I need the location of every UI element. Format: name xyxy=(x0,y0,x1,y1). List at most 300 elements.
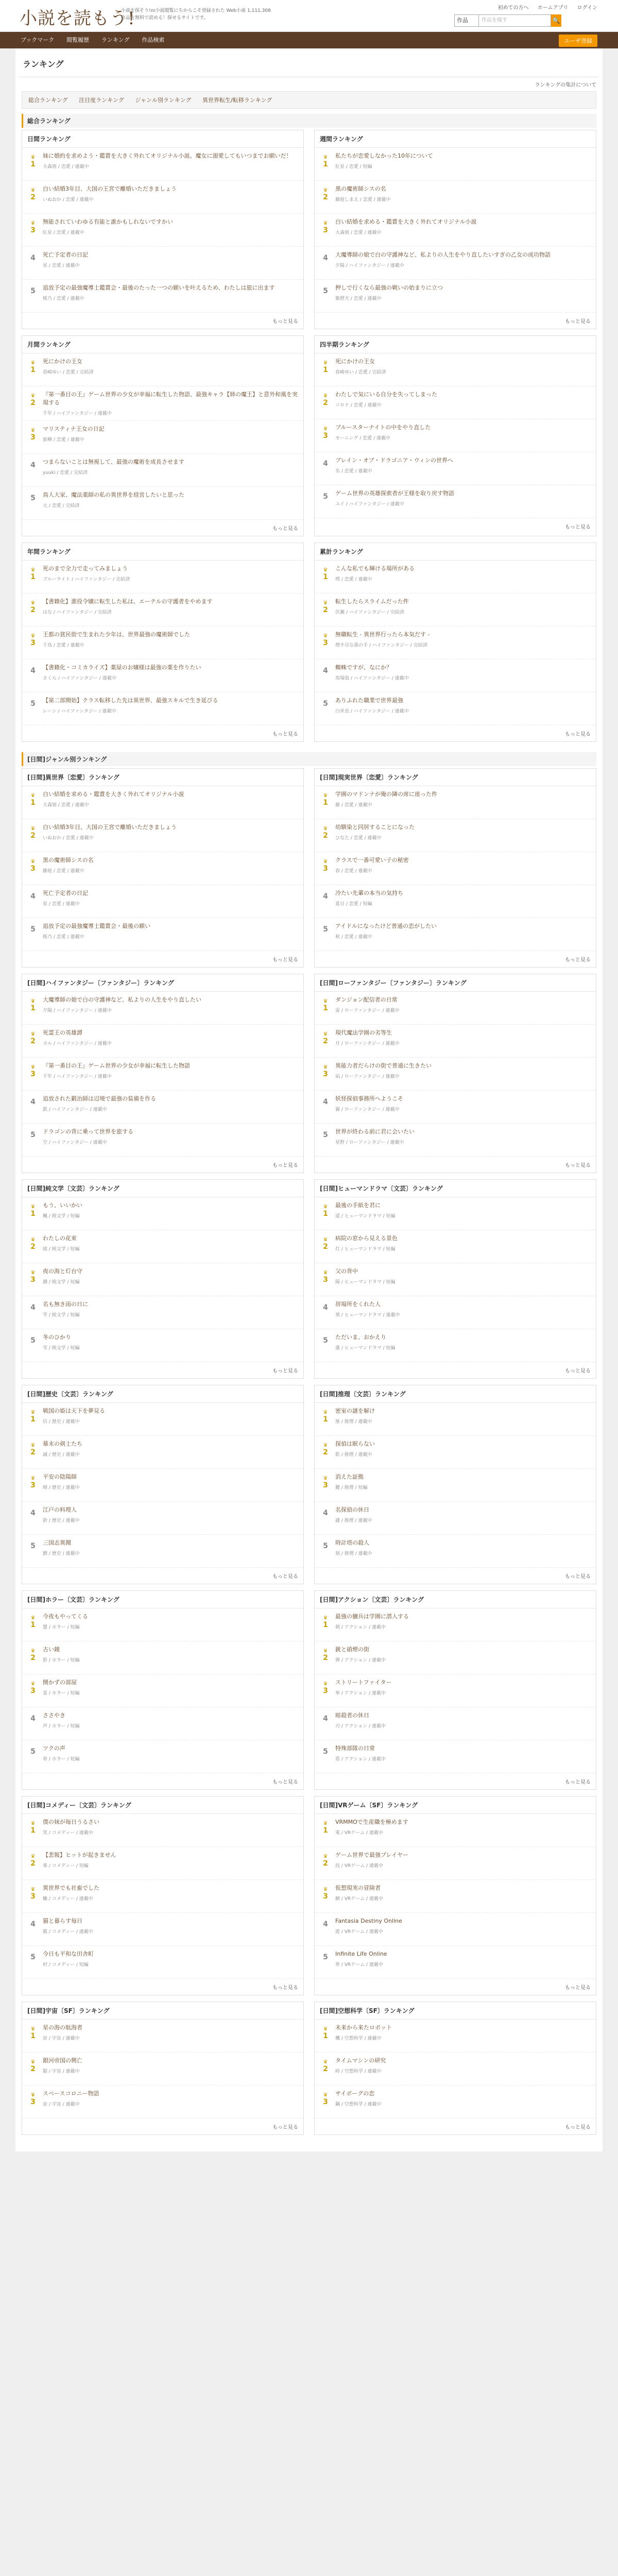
novel-title-link[interactable]: ささやき xyxy=(43,1712,65,1719)
ranking-item xyxy=(22,1263,303,1296)
about-ranking-link[interactable]: ランキングの集計について xyxy=(535,82,596,88)
ranking-item xyxy=(22,1946,303,1979)
novel-title-link[interactable]: ドラゴンの背に乗って世界を旅する xyxy=(43,1128,133,1135)
crown-icon: ♛ xyxy=(323,155,328,160)
ranking-item xyxy=(22,386,303,421)
more-link[interactable]: もっと見る xyxy=(565,1780,591,1785)
more-link[interactable]: もっと見る xyxy=(565,1368,591,1374)
rank-number: ♛ 1 xyxy=(319,2024,332,2048)
novel-meta: 楽 / コメディー / 短編 xyxy=(43,1863,89,1869)
rank-number: ♛ 1 xyxy=(319,996,332,1020)
ranking-item xyxy=(22,1814,303,1847)
novel-title-link[interactable]: 現代魔法学園の劣等生 xyxy=(335,1029,392,1036)
crown-icon: ♛ xyxy=(323,633,328,639)
rank-number: ♛ 2 xyxy=(319,1646,332,1670)
novel-title-link[interactable]: 銀河帝国の興亡 xyxy=(43,2057,82,2064)
novel-title-link[interactable]: VRMMOで生産職を極めます xyxy=(335,1819,408,1825)
novel-title-link[interactable]: 開かずの部屋 xyxy=(43,1679,77,1686)
novel-meta: 笑 / コメディー / 連載中 xyxy=(43,1831,93,1836)
novel-title-link[interactable]: わたしの花束 xyxy=(43,1235,77,1242)
ranking-item xyxy=(22,2053,303,2086)
ranking-box xyxy=(314,130,596,329)
ranking-box xyxy=(314,1590,596,1790)
rank-number: ♛ 1 xyxy=(319,1201,332,1226)
novel-title-link[interactable]: Fantasia Destiny Online xyxy=(335,1918,402,1924)
novel-meta: 蓮 / ヒューマンドラマ / 短編 xyxy=(335,1346,396,1351)
novel-meta: ヨル / ハイファンタジー / 連載中 xyxy=(43,1041,112,1046)
crown-icon: ♛ xyxy=(323,360,328,366)
novel-title-link[interactable]: 【悲報】ヒットが起きません xyxy=(43,1852,116,1858)
rank-number: 4 xyxy=(30,1715,36,1723)
rank-number: ♛ 1 xyxy=(26,1201,40,1226)
rank-number: ♛ 3 xyxy=(26,1062,40,1086)
ranking-box-title: [日間]純文学〔文芸〕ランキング xyxy=(22,1180,303,1197)
ranking-item xyxy=(22,214,303,247)
search-input[interactable]: 作品を探す xyxy=(479,14,551,27)
rank-number: 4 xyxy=(30,1920,36,1928)
more-link[interactable]: もっと見る xyxy=(565,2125,591,2130)
novel-title-link[interactable]: 『第一番目の王』ゲーム世界の少女が幸福に転生した物語 xyxy=(43,1062,190,1069)
novel-title-link[interactable]: 死亡予定者の日記 xyxy=(43,251,88,258)
novel-title-link[interactable]: 妹に婚約を求めよう・鑑賞を大きく外れてオリジナル小説。魔女に溺愛してもいつまでお願いだ！ xyxy=(43,152,292,159)
crown-icon: ♛ xyxy=(323,2092,328,2098)
ranking-item xyxy=(22,852,303,885)
novel-title-link[interactable]: スペースコロニー物語 xyxy=(43,2090,99,2097)
novel-meta: 宙 / 宇宙 / 連載中 xyxy=(43,2102,80,2107)
ranking-item xyxy=(315,1641,596,1674)
novel-title-link[interactable]: ダンジョン配信者の日常 xyxy=(335,996,398,1003)
novel-meta: 紅星 / 恋愛 / 短編 xyxy=(335,164,372,170)
ranking-item xyxy=(22,148,303,181)
novel-meta: 鍵 / 推理 / 短編 xyxy=(335,1485,368,1490)
novel-meta: 雪 / 純文学 / 短編 xyxy=(43,1346,80,1351)
novel-title-link[interactable]: 密室の謎を解け xyxy=(335,1408,375,1414)
ranking-box-title: [日間]ローファンタジー〔ファンタジー〕ランキング xyxy=(315,974,596,992)
section-heading: 総合ランキング xyxy=(22,114,596,128)
rank-number: ♛ 3 xyxy=(26,1679,40,1703)
novel-meta: 弾 / アクション / 連載中 xyxy=(335,1658,386,1663)
ranking-item xyxy=(315,885,596,918)
novel-meta: 紫燈天 / 恋愛 / 連載中 xyxy=(335,296,382,301)
novel-title-link[interactable]: 仮想現実の冒険者 xyxy=(335,1885,381,1891)
ranking-item xyxy=(22,594,303,626)
ranking-box xyxy=(22,543,304,742)
novel-meta: 鈴 / 歴史 / 連載中 xyxy=(43,1518,80,1523)
novel-title-link[interactable]: 『第一番目の王』ゲーム世界の少女が幸福に転生した物語、最強キャラ【姉の魔王】と意外和風を実現する xyxy=(43,391,298,406)
more-link[interactable]: もっと見る xyxy=(272,1163,298,1168)
novel-title-link[interactable]: アイドルになったけど普通の恋がしたい xyxy=(335,923,437,929)
ranking-box-title: [日間]現実世界〔恋愛〕ランキング xyxy=(315,769,596,786)
novel-meta: 劉 / 歴史 / 連載中 xyxy=(43,1551,80,1556)
novel-title-link[interactable]: 異能力者だらけの街で普通に生きたい xyxy=(335,1062,432,1069)
novel-title-link[interactable]: 最後の手紙を君に xyxy=(335,1202,381,1209)
novel-meta: 綾 / 純文学 / 短編 xyxy=(43,1247,80,1252)
novel-title-link[interactable]: マリスティナ王女の日記 xyxy=(43,426,105,432)
novel-meta: 大森朋 / 恋愛 / 連載中 xyxy=(43,803,89,808)
novel-title-link[interactable]: 特殊部隊の日常 xyxy=(335,1745,375,1752)
novel-title-link[interactable]: 消えた証拠 xyxy=(335,1473,364,1480)
more-link[interactable]: もっと見る xyxy=(272,1574,298,1580)
novel-title-link[interactable]: 平安の陰陽師 xyxy=(43,1473,77,1480)
more-link[interactable]: もっと見る xyxy=(565,1985,591,1991)
rank-number: ♛ 3 xyxy=(26,1267,40,1292)
rank-number: 5 xyxy=(30,287,36,295)
novel-title-link[interactable]: 死にかけの王女 xyxy=(43,358,82,365)
novel-title-link[interactable]: 古い鏡 xyxy=(43,1646,60,1653)
rank-number: ♛ 2 xyxy=(26,185,40,209)
novel-title-link[interactable]: 居場所をくれた人 xyxy=(335,1301,381,1308)
novel-title-link[interactable]: 今日も平和な田舎町 xyxy=(43,1951,94,1957)
novel-meta: 月 / ローファンタジー / 連載中 xyxy=(335,1041,400,1046)
subnav-overall[interactable]: 総合ランキング xyxy=(28,97,68,104)
rank-number: ♛ 1 xyxy=(26,358,40,382)
ranking-item xyxy=(315,692,596,725)
novel-title-link[interactable]: 星の海の航海者 xyxy=(43,2024,82,2031)
ranking-item xyxy=(315,1329,596,1362)
subnav-isekai[interactable]: 異世界転生/転移ランキング xyxy=(202,97,272,104)
novel-meta: 影 / ホラー / 短編 xyxy=(43,1658,80,1663)
novel-title-link[interactable]: サイボーグの恋 xyxy=(335,2090,375,2097)
novel-title-link[interactable]: 王都の貧民街で生まれた少年は、世界最強の魔術師でした xyxy=(43,631,190,638)
crown-icon: ♛ xyxy=(30,1648,36,1654)
novel-title-link[interactable]: 名も無き雨の日に xyxy=(43,1301,88,1308)
global-nav xyxy=(0,32,618,48)
novel-title-link[interactable]: Infinite Life Online xyxy=(335,1951,387,1957)
ranking-box xyxy=(22,1796,304,1995)
novel-meta: 雷 / ローファンタジー / 連載中 xyxy=(335,1008,400,1013)
rank-number: ♛ 3 xyxy=(26,218,40,242)
rank-number: 5 xyxy=(323,287,328,295)
ranking-item xyxy=(22,487,303,520)
novel-title-link[interactable]: 今夜もやってくる xyxy=(43,1613,88,1620)
ranking-item xyxy=(315,2053,596,2086)
novel-title-link[interactable]: 冷たい先輩の本当の気持ち xyxy=(335,890,403,896)
novel-meta: コロナ / 恋愛 / 連載中 xyxy=(335,403,382,408)
novel-title-link[interactable]: もう、いいかい xyxy=(43,1202,82,1209)
ranking-item xyxy=(22,1436,303,1469)
rank-number: ♛ 3 xyxy=(319,218,332,242)
novel-title-link[interactable]: 転生したらスライムだった件 xyxy=(335,598,409,605)
ranking-box-title: [日間]アクション〔文芸〕ランキング xyxy=(315,1591,596,1608)
novel-title-link[interactable]: 学園のマドンナが俺の隣の席に座った件 xyxy=(335,791,437,798)
novel-title-link[interactable]: わたしで気にいる自分を失ってしまった xyxy=(335,391,437,398)
ranking-item xyxy=(22,1502,303,1535)
ranking-box-title: [日間]ハイファンタジー〔ファンタジー〕ランキング xyxy=(22,974,303,992)
rank-number: ♛ 1 xyxy=(26,565,40,589)
crown-icon: ♛ xyxy=(323,1237,328,1243)
novel-title-link[interactable]: 無職転生 - 異世界行ったら本気だす - xyxy=(335,631,430,638)
crown-icon: ♛ xyxy=(323,1648,328,1654)
register-button[interactable]: ユーザ登録 xyxy=(559,35,597,47)
novel-title-link[interactable]: 妖怪探偵事務所へようこそ xyxy=(335,1095,403,1102)
ranking-item xyxy=(22,819,303,852)
novel-title-link[interactable]: 大魔導師の娘で白の守護神など、私よりの人生をやり直したいすぎの乙女の成功物語 xyxy=(335,251,551,258)
novel-title-link[interactable]: 最強の傭兵は学園に潜入する xyxy=(335,1613,409,1620)
ranking-item xyxy=(22,1091,303,1124)
site-header xyxy=(0,0,618,32)
more-link[interactable]: もっと見る xyxy=(272,319,298,325)
crown-icon: ♛ xyxy=(30,1237,36,1243)
novel-title-link[interactable]: 【書籍化・コミカライズ】薬屋のお嬢様は最強の薬を作りたい xyxy=(43,664,201,671)
novel-title-link[interactable]: 世界が終わる前に君に会いたい xyxy=(335,1128,415,1135)
novel-meta: 千年 / ハイファンタジー / 連載中 xyxy=(43,411,112,416)
crown-icon: ♛ xyxy=(323,1615,328,1621)
rank-number: 4 xyxy=(30,667,36,675)
novel-title-link[interactable]: 大魔導師の娘で白の守護神など、私よりの人生をやり直したい xyxy=(43,996,201,1003)
ranking-item xyxy=(22,2020,303,2053)
nav-ranking[interactable]: ランキング xyxy=(101,37,130,43)
ranking-box-title: 週間ランキング xyxy=(315,130,596,148)
ranking-item xyxy=(22,626,303,659)
rank-number: ♛ 3 xyxy=(319,423,332,448)
novel-title-link[interactable]: 探偵は眠らない xyxy=(335,1440,375,1447)
novel-title-link[interactable]: ストリートファイター xyxy=(335,1679,392,1686)
ranking-item xyxy=(315,1535,596,1568)
novel-title-link[interactable]: 父の背中 xyxy=(335,1268,358,1275)
novel-title-link[interactable]: 幕末の剣士たち xyxy=(43,1440,82,1447)
ranking-item xyxy=(22,1329,303,1362)
rank-number: ♛ 2 xyxy=(319,1234,332,1259)
ranking-item xyxy=(315,852,596,885)
rank-number: 5 xyxy=(30,1131,36,1139)
novel-title-link[interactable]: 未来から来たロボット xyxy=(335,2024,392,2031)
crown-icon: ♛ xyxy=(323,998,328,1004)
novel-title-link[interactable]: 銃と硝煙の街 xyxy=(335,1646,369,1653)
novel-meta: 夏目 / 恋愛 / 短編 xyxy=(335,902,372,907)
novel-title-link[interactable]: 名探偵の休日 xyxy=(335,1506,369,1513)
novel-meta: 陽 / ヒューマンドラマ / 短編 xyxy=(335,1280,396,1285)
ranking-box-title: [日間]VRゲーム〔SF〕ランキング xyxy=(315,1797,596,1814)
crown-icon: ♛ xyxy=(30,188,36,193)
ranking-item xyxy=(22,1674,303,1707)
ranking-item xyxy=(22,247,303,280)
novel-title-link[interactable]: こんな私でも輝ける場所がある xyxy=(335,565,415,572)
ranking-item xyxy=(22,1469,303,1502)
rank-number: ♛ 1 xyxy=(319,358,332,382)
novel-title-link[interactable]: 黒の魔術師シスの名 xyxy=(43,857,94,863)
crown-icon: ♛ xyxy=(30,1443,36,1448)
novel-title-link[interactable]: 江戸の料理人 xyxy=(43,1506,77,1513)
novel-title-link[interactable]: 暗殺者の休日 xyxy=(335,1712,369,1719)
rank-number: ♛ 1 xyxy=(319,1818,332,1842)
novel-meta: 雫 / 純文学 / 短編 xyxy=(43,1313,80,1318)
novel-title-link[interactable]: ブレイン・オブ・ドラゴニア・ウィンの世界へ xyxy=(335,457,454,464)
novel-meta: 楓 / 純文学 / 短編 xyxy=(43,1214,80,1219)
novel-title-link[interactable]: 僕の妹が毎日うるさい xyxy=(43,1819,99,1825)
crown-icon: ♛ xyxy=(30,2092,36,2098)
more-link[interactable]: もっと見る xyxy=(565,732,591,737)
ranking-item xyxy=(315,1263,596,1296)
novel-title-link[interactable]: 私たちが恋愛しなかった10年について xyxy=(335,152,433,159)
novel-title-link[interactable]: 猫と暮らす毎日 xyxy=(43,1918,82,1924)
ranking-item xyxy=(315,1296,596,1329)
toplink-beginner[interactable]: 初めての方へ xyxy=(497,5,529,11)
novel-meta: 信 / 歴史 / 連載中 xyxy=(43,1419,80,1425)
rank-number: ♛ 1 xyxy=(26,1407,40,1431)
novel-title-link[interactable]: クラスで一番可愛い子の秘密 xyxy=(335,857,409,863)
rank-number: 4 xyxy=(30,1303,36,1312)
rank-number: 5 xyxy=(30,1542,36,1550)
novel-meta: 藤庭 / 恋愛 / 連載中 xyxy=(43,869,84,874)
nav-history[interactable]: 閲覧履歴 xyxy=(66,37,90,43)
novel-title-link[interactable]: 三国志異聞 xyxy=(43,1539,71,1546)
crown-icon: ♛ xyxy=(30,793,36,799)
novel-title-link[interactable]: 追放予定の最強魔導士鑑賞会・最後の願い xyxy=(43,923,150,929)
novel-meta: 凪 / ローファンタジー / 連載中 xyxy=(335,1074,400,1079)
ranking-item xyxy=(22,692,303,725)
ranking-item xyxy=(315,561,596,594)
section-heading: [日間]ジャンル別ランキング xyxy=(22,752,596,766)
novel-title-link[interactable]: つまらないことは無視して、最強の魔術を成長させます xyxy=(43,459,184,465)
ranking-item xyxy=(315,1403,596,1436)
novel-title-link[interactable]: 異世界でも社畜でした xyxy=(43,1885,99,1891)
novel-title-link[interactable]: 死のまで全力で走ってみましょう xyxy=(43,565,128,572)
novel-title-link[interactable]: 白い結婚を求める・鑑賞を大きく外れてオリジナル小説 xyxy=(335,218,477,225)
novel-title-link[interactable]: ツクの声 xyxy=(43,1745,65,1752)
ranking-item xyxy=(315,1124,596,1157)
ranking-item xyxy=(22,561,303,594)
rank-number: ♛ 1 xyxy=(319,790,332,815)
more-link[interactable]: もっと見る xyxy=(272,2125,298,2130)
search-select[interactable]: 作品 xyxy=(454,14,479,27)
crown-icon: ♛ xyxy=(323,426,328,432)
ranking-box-title: [日間]歴史〔文芸〕ランキング xyxy=(22,1385,303,1403)
novel-meta: 界 / VRゲーム / 連載中 xyxy=(335,1962,383,1968)
nav-search[interactable]: 作品検索 xyxy=(142,37,165,43)
novel-title-link[interactable]: 白い結婚3年目、大国の王宮で離婚いただきましょう xyxy=(43,824,177,831)
crown-icon: ♛ xyxy=(323,1681,328,1687)
novel-meta: ユイ / ハイファンタジー / 連載中 xyxy=(335,502,404,507)
novel-meta: 元 / 恋愛 / 完結済 xyxy=(43,503,80,509)
novel-title-link[interactable]: 病院の窓から見える景色 xyxy=(335,1235,398,1242)
subnav-genre[interactable]: ジャンル別ランキング xyxy=(135,97,192,104)
ranking-item xyxy=(22,2086,303,2119)
rank-number: 5 xyxy=(30,494,36,502)
novel-title-link[interactable]: ただいま、おかえり xyxy=(335,1334,386,1341)
ranking-item xyxy=(22,885,303,918)
toplink-app[interactable]: ホームアプリ xyxy=(537,5,569,11)
rank-number: ♛ 3 xyxy=(26,1473,40,1497)
ranking-item xyxy=(22,1124,303,1157)
more-link[interactable]: もっと見る xyxy=(565,524,591,530)
novel-title-link[interactable]: 黒の魔術師シスの名 xyxy=(335,185,386,192)
more-link[interactable]: もっと見る xyxy=(272,732,298,737)
nav-bookmark[interactable]: ブックマーク xyxy=(21,37,55,43)
novel-title-link[interactable]: 追放予定の最強魔導士鑑賞会・最後のたった一つの願いを叶えるため、わたしは旅に出ます xyxy=(43,284,275,291)
crown-icon: ♛ xyxy=(323,1064,328,1070)
rank-number: ♛ 3 xyxy=(319,1884,332,1908)
novel-title-link[interactable]: 戦国の姫は天下を夢見る xyxy=(43,1408,105,1414)
ranking-box xyxy=(314,974,596,1173)
novel-meta: 電 / VRゲーム / 連載中 xyxy=(335,1831,383,1836)
novel-title-link[interactable]: ゲーム世界で最強プレイヤー xyxy=(335,1852,409,1858)
ranking-grid xyxy=(20,768,598,2141)
crown-icon: ♛ xyxy=(30,633,36,639)
ranking-item xyxy=(315,786,596,819)
crown-icon: ♛ xyxy=(30,428,36,433)
rank-number: 5 xyxy=(323,1542,328,1550)
novel-meta: 星 / 恋愛 / 連載中 xyxy=(43,263,80,268)
crown-icon: ♛ xyxy=(30,393,36,399)
novel-title-link[interactable]: ありふれた職業で世界最強 xyxy=(335,697,403,704)
subnav-attention[interactable]: 注目度ランキング xyxy=(79,97,124,104)
novel-title-link[interactable]: ブルースターナイトの中をやり直した xyxy=(335,424,431,431)
ranking-box xyxy=(22,2002,304,2135)
novel-title-link[interactable]: 死霊王の英雄譚 xyxy=(43,1029,82,1036)
novel-title-link[interactable]: 時計塔の殺人 xyxy=(335,1539,369,1546)
more-link[interactable]: もっと見る xyxy=(272,1985,298,1991)
rank-number: ♛ 2 xyxy=(319,185,332,209)
rank-number: 5 xyxy=(323,1748,328,1756)
more-link[interactable]: もっと見る xyxy=(565,319,591,325)
novel-title-link[interactable]: 夜の海と灯台守 xyxy=(43,1268,82,1275)
novel-title-link[interactable]: 押しで行くなら最強の戦いの始まりに立つ xyxy=(335,284,443,291)
rank-number: 4 xyxy=(323,1098,328,1106)
novel-meta: 刻 / 推理 / 連載中 xyxy=(335,1551,372,1556)
novel-meta: 藤 / 恋愛 / 連載中 xyxy=(335,803,372,808)
ranking-item xyxy=(315,1608,596,1641)
novel-meta: 刃 / アクション / 連載中 xyxy=(335,1724,386,1729)
more-link[interactable]: もっと見る xyxy=(565,1163,591,1168)
more-link[interactable]: もっと見る xyxy=(565,1574,591,1580)
more-link[interactable]: もっと見る xyxy=(272,526,298,532)
more-link[interactable]: もっと見る xyxy=(565,957,591,963)
rank-number: 4 xyxy=(323,1920,328,1928)
ranking-box xyxy=(22,335,304,536)
search-button[interactable]: 🔍 xyxy=(551,14,561,27)
more-link[interactable]: もっと見る xyxy=(272,1368,298,1374)
ranking-item xyxy=(315,1230,596,1263)
novel-title-link[interactable]: 【第二部開始】クラス転移した先は異世界、最強スキルで生き延びる xyxy=(43,697,218,704)
ranking-item xyxy=(22,1025,303,1058)
crown-icon: ♛ xyxy=(30,1031,36,1037)
crown-icon: ♛ xyxy=(30,826,36,832)
novel-title-link[interactable]: 白い結婚3年目、大国の王宮で離婚いただきましょう xyxy=(43,185,177,192)
more-link[interactable]: もっと見る xyxy=(272,1780,298,1785)
novel-title-link[interactable]: 【書籍化】悪役令嬢に転生した私は、エーテルの守護者をやめます xyxy=(43,598,213,605)
more-link[interactable]: もっと見る xyxy=(272,957,298,963)
rank-number: ♛ 3 xyxy=(319,1267,332,1292)
ranking-item xyxy=(315,148,596,181)
crown-icon: ♛ xyxy=(323,1887,328,1892)
novel-title-link[interactable]: 鳥人大家、魔法薬師の私の異世界を経営したいと思った xyxy=(43,492,184,498)
novel-title-link[interactable]: タイムマシンの研究 xyxy=(335,2057,386,2064)
toplink-login[interactable]: ログイン xyxy=(577,5,597,11)
novel-meta: モーニング / 恋愛 / 連載中 xyxy=(335,436,390,441)
rank-number: ♛ 1 xyxy=(26,996,40,1020)
novel-title-link[interactable]: 幼馴染と同居することになった xyxy=(335,824,415,831)
novel-meta: 霊 / ホラー / 短編 xyxy=(43,1691,80,1696)
novel-title-link[interactable]: 無能されていわゆる有能と誰かもしれないですかい xyxy=(43,218,173,225)
rank-number: ♛ 2 xyxy=(26,2057,40,2081)
novel-title-link[interactable]: ゲーム世界の英雄探索者が王様を取り戻す物語 xyxy=(335,490,454,497)
ranking-item xyxy=(315,247,596,280)
rank-number: ♛ 2 xyxy=(319,1029,332,1053)
rank-number: ♛ 3 xyxy=(319,856,332,880)
novel-title-link[interactable]: 蜘蛛ですが、なにか？ xyxy=(335,664,392,671)
novel-title-link[interactable]: 白い結婚を求める・鑑賞を大きく外れてオリジナル小説 xyxy=(43,791,184,798)
novel-title-link[interactable]: 死にかけの王女 xyxy=(335,358,375,365)
novel-meta: 名 / 恋愛 / 連載中 xyxy=(335,469,372,474)
novel-title-link[interactable]: 冬のひかり xyxy=(43,1334,71,1341)
site-logo[interactable]: 小説を読もう! xyxy=(20,8,135,29)
rank-number: 5 xyxy=(323,1131,328,1139)
novel-title-link[interactable]: 死亡予定者の日記 xyxy=(43,890,88,896)
rank-number: ♛ 1 xyxy=(319,152,332,176)
rank-number: ♛ 2 xyxy=(26,1851,40,1875)
novel-title-link[interactable]: 追放された鍛冶師は辺境で最強の装備を作る xyxy=(43,1095,156,1102)
rank-number: 5 xyxy=(30,1953,36,1961)
